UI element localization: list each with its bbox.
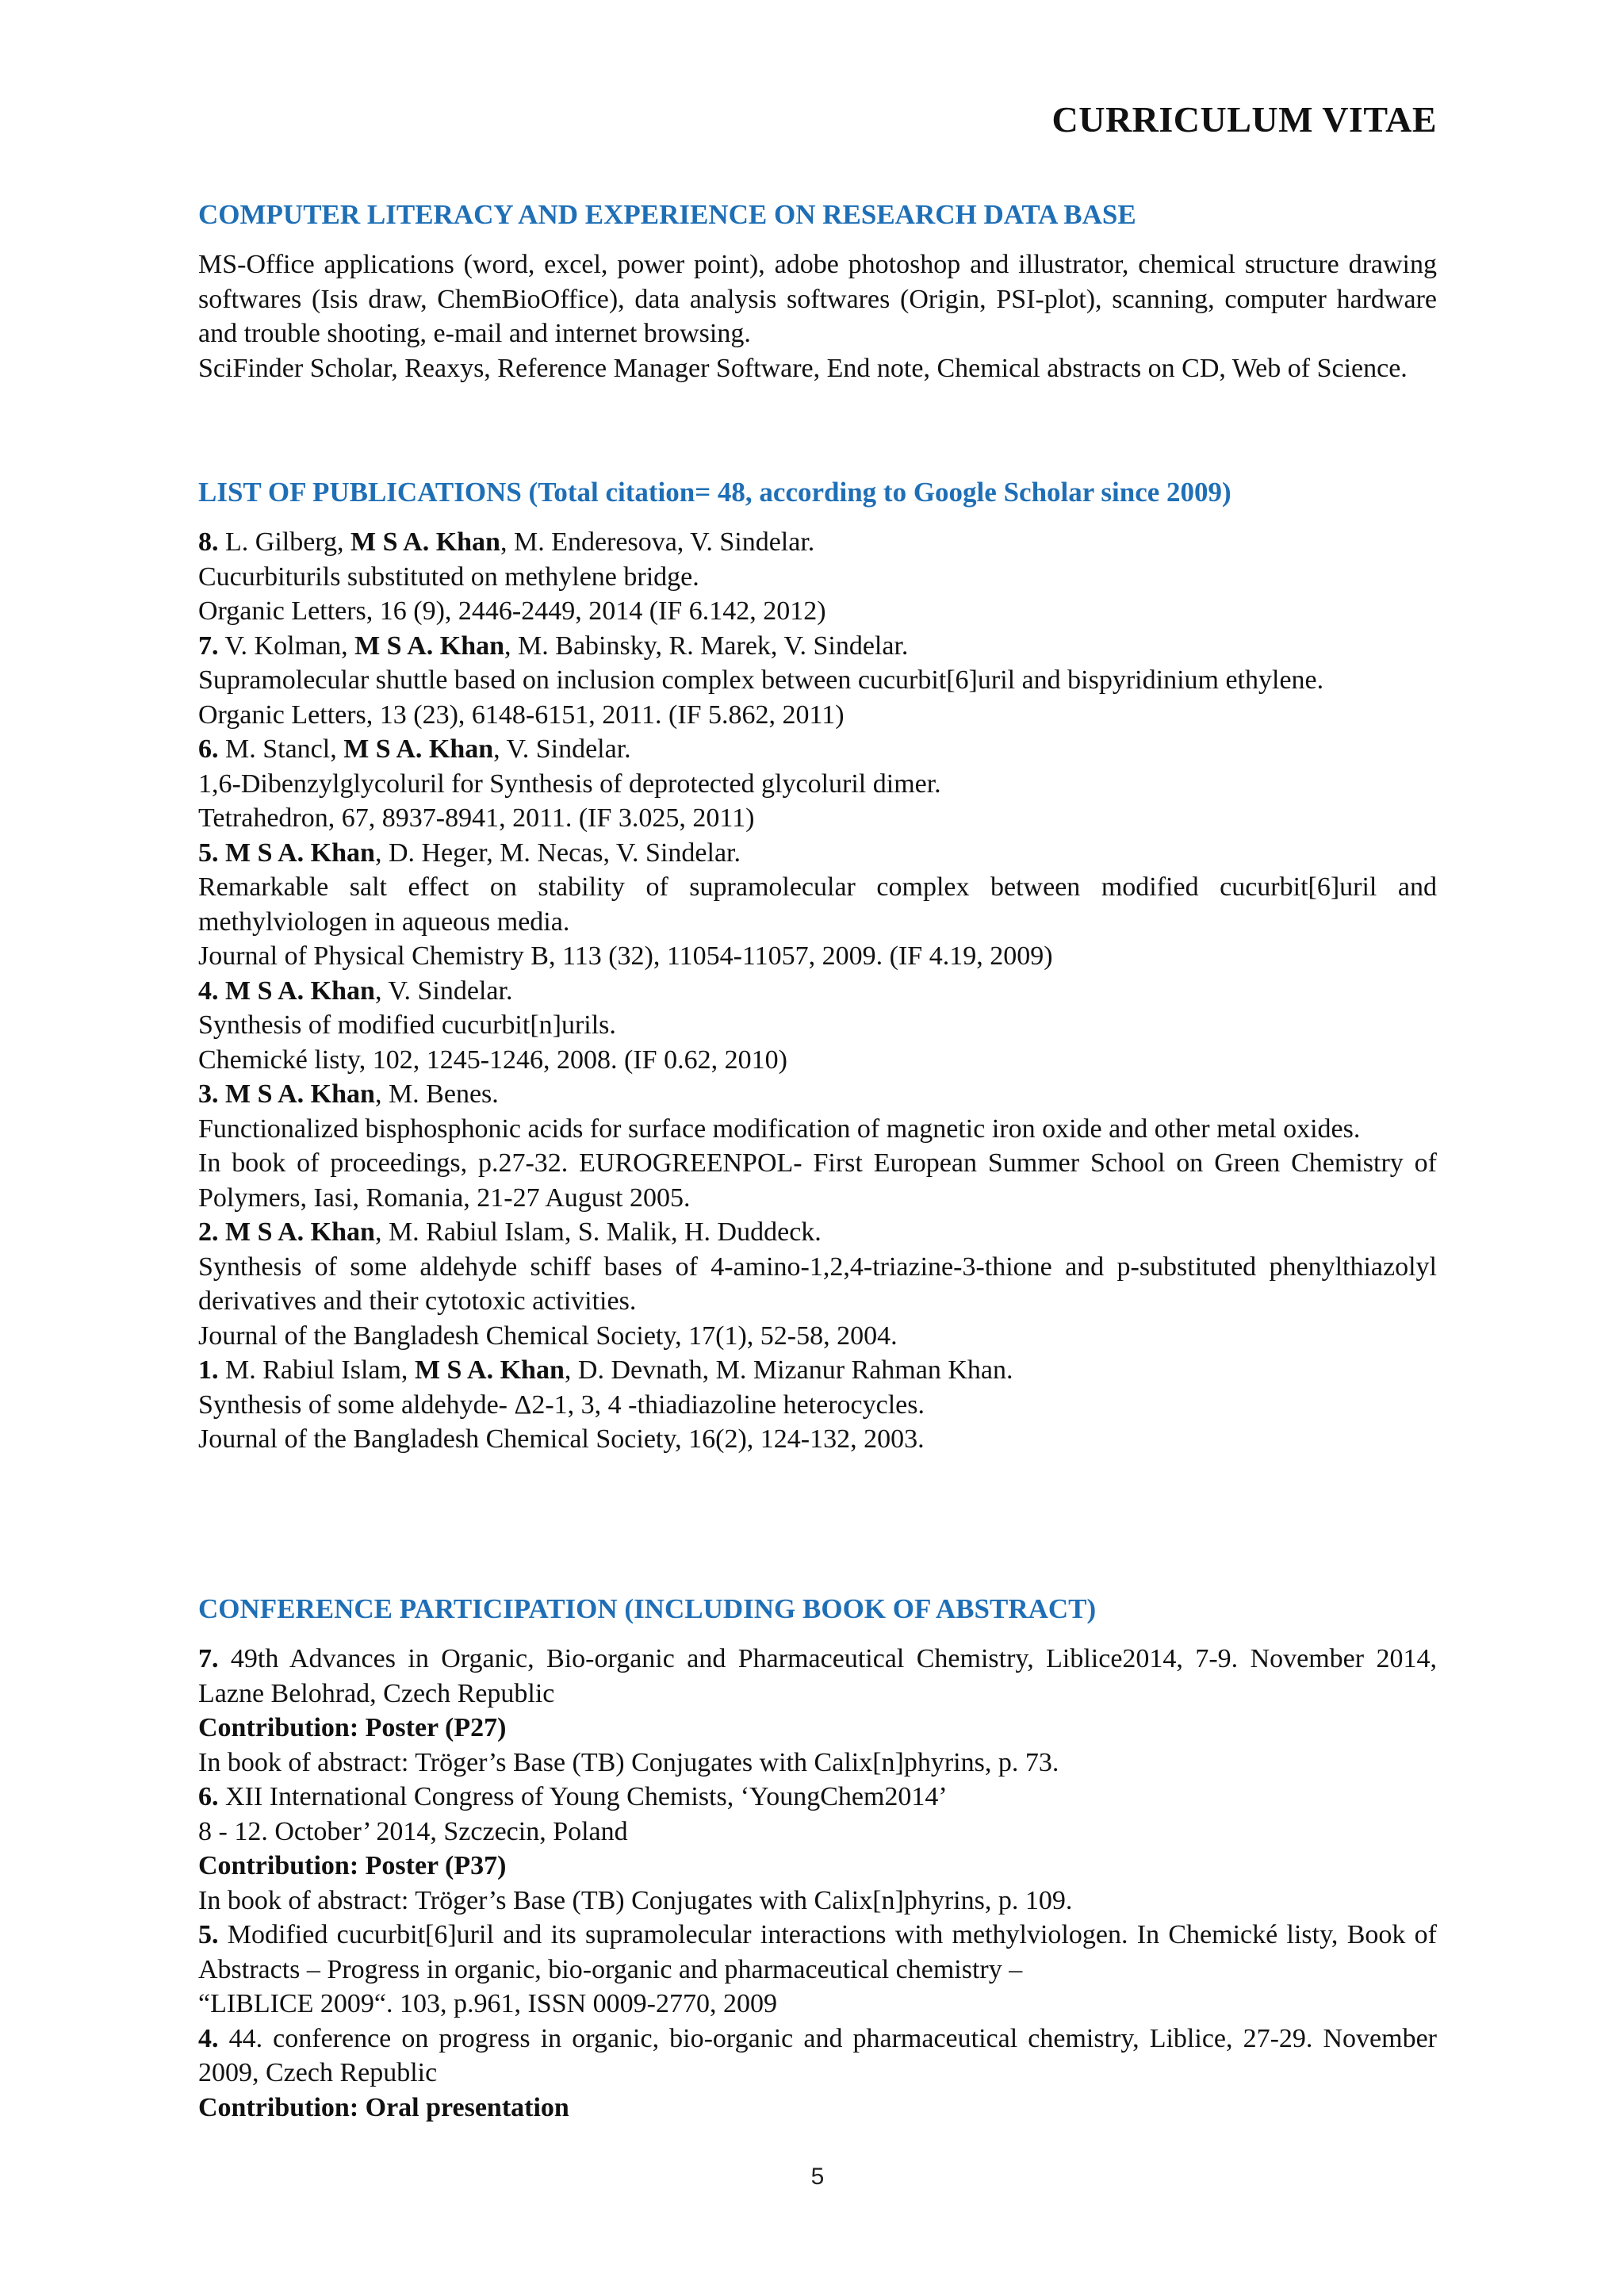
conference-contribution: Contribution: Poster (P27) — [198, 1713, 507, 1742]
publication-title: Synthesis of modified cucurbit[n]urils. — [198, 1010, 616, 1040]
conference-item — [198, 1780, 1437, 1918]
publication-authors — [198, 1215, 1437, 1250]
conference-item — [198, 1642, 1437, 1780]
publication-number: 6. — [198, 734, 219, 764]
conference-list — [198, 1642, 1437, 2125]
publication-journal: Organic Letters, 13 (23), 6148-6151, 2011. (IF 5.862, 2011) — [198, 700, 845, 730]
publication-coauthors: , V. Sindelar. — [493, 734, 631, 764]
publication-number: 1. — [198, 1355, 219, 1385]
publication-number: 5. — [198, 838, 219, 868]
publication-title: Synthesis of some aldehyde schiff bases of 4-amino-1,2,4-triazine-3-thione and p-substituted phenylthiazolyl derivatives and their cytotoxic activities. — [198, 1251, 1437, 1316]
publication-journal: Journal of the Bangladesh Chemical Society, 17(1), 52-58, 2004. — [198, 1320, 898, 1351]
publication-coauthors — [219, 976, 226, 1006]
publication-self-author: M S A. Khan — [414, 1355, 565, 1385]
publication-coauthors: V. Kolman, — [218, 631, 355, 661]
publications-heading: LIST OF PUBLICATIONS (Total citation= 48, according to Google Scholar since 2009) — [198, 477, 1231, 508]
publication-item — [198, 1215, 1437, 1353]
conference-text: 44. conference on progress in organic, bio-organic and pharmaceutical chemistry, Liblice, 27-29. November 2009, Czech Republic — [198, 2023, 1437, 2087]
publication-coauthors: M. Rabiul Islam, — [218, 1355, 415, 1385]
publication-title: 1,6-Dibenzylglycoluril for Synthesis of deprotected glycoluril dimer. — [198, 769, 941, 799]
conference-reference: “LIBLICE 2009“. 103, p.961, ISSN 0009-2770, 2009 — [198, 1989, 778, 2018]
publication-journal: Tetrahedron, 67, 8937-8941, 2011. (IF 3.025, 2011) — [198, 803, 755, 833]
conference-entry — [198, 1780, 1437, 1815]
publication-number: 3. — [198, 1079, 219, 1109]
conference-abstract: In book of abstract: Tröger’s Base (TB) Conjugates with Calix[n]phyrins, p. 109. — [198, 1885, 1073, 1915]
publication-coauthors: L. Gilberg, — [218, 527, 351, 557]
conference-date-place: 8 - 12. October’ 2014, Szczecin, Poland — [198, 1816, 628, 1846]
publication-list — [198, 525, 1437, 1457]
publication-item — [198, 1077, 1437, 1215]
publication-self-author: M S A. Khan — [225, 976, 375, 1006]
conference-contribution: Contribution: Oral presentation — [198, 2092, 569, 2122]
publication-journal: Journal of Physical Chemistry B, 113 (32), 11054-11057, 2009. (IF 4.19, 2009) — [198, 941, 1053, 971]
publications-section — [198, 476, 1437, 1457]
publication-number: 8. — [198, 527, 219, 557]
cv-page — [198, 0, 1437, 2296]
document-title: CURRICULUM VITAE — [1051, 99, 1437, 140]
conference-entry — [198, 2022, 1437, 2091]
publication-coauthors: , D. Devnath, M. Mizanur Rahman Khan. — [564, 1355, 1013, 1385]
publication-coauthors: , M. Enderesova, V. Sindelar. — [500, 527, 815, 557]
conference-number: 4. — [198, 2023, 219, 2053]
publication-journal: Journal of the Bangladesh Chemical Society, 16(2), 124-132, 2003. — [198, 1424, 925, 1454]
conference-contribution: Contribution: Poster (P37) — [198, 1851, 507, 1880]
publication-coauthors: , M. Rabiul Islam, S. Malik, H. Duddeck. — [374, 1217, 822, 1247]
publication-number: 4. — [198, 976, 219, 1006]
conference-abstract: In book of abstract: Tröger’s Base (TB) Conjugates with Calix[n]phyrins, p. 73. — [198, 1747, 1059, 1777]
publication-authors — [198, 1353, 1437, 1388]
page-number: 5 — [810, 2164, 825, 2190]
database-paragraph: SciFinder Scholar, Reaxys, Reference Manager Software, End note, Chemical abstracts on CD, Web of Science. — [198, 353, 1408, 383]
publication-self-author: M S A. Khan — [225, 1217, 375, 1247]
publication-self-author: M S A. Khan — [350, 527, 500, 557]
publication-coauthors — [219, 838, 226, 868]
publication-number: 2. — [198, 1217, 219, 1247]
publication-item — [198, 732, 1437, 836]
publication-coauthors — [219, 1079, 226, 1109]
publication-item — [198, 836, 1437, 974]
computer-literacy-paragraph: MS-Office applications (word, excel, power point), adobe photoshop and illustrator, chemical structure drawing softwares (Isis draw, ChemBioOffice), data analysis softwares (Origin, PSI-plot), scanning, computer hardware and trouble shooting, e-mail and internet browsing. — [198, 250, 1437, 348]
publication-coauthors: , M. Babinsky, R. Marek, V. Sindelar. — [504, 631, 909, 661]
publication-item — [198, 1353, 1437, 1457]
publication-authors — [198, 974, 1437, 1009]
publication-coauthors: M. Stancl, — [218, 734, 344, 764]
publication-self-author: M S A. Khan — [354, 631, 505, 661]
conference-text: 49th Advances in Organic, Bio-organic and Pharmaceutical Chemistry, Liblice2014, 7-9. November 2014, Lazne Belohrad, Czech Republic — [198, 1644, 1437, 1708]
publication-authors — [198, 525, 1437, 560]
publication-item — [198, 629, 1437, 733]
publication-authors — [198, 1077, 1437, 1112]
publication-journal: Chemické listy, 102, 1245-1246, 2008. (IF 0.62, 2010) — [198, 1045, 787, 1075]
publication-journal: In book of proceedings, p.27-32. EUROGREENPOL- First European Summer School on Green Chemistry of Polymers, Iasi, Romania, 21-27 August 2005. — [198, 1148, 1437, 1213]
conference-heading: CONFERENCE PARTICIPATION (INCLUDING BOOK OF ABSTRACT) — [198, 1593, 1097, 1624]
publication-title: Cucurbiturils substituted on methylene bridge. — [198, 562, 699, 592]
publication-title: Remarkable salt effect on stability of supramolecular complex between modified cucurbit[6]uril and methylviologen in aqueous media. — [198, 872, 1437, 937]
publication-item — [198, 525, 1437, 629]
publication-authors — [198, 629, 1437, 664]
publication-title: Functionalized bisphosphonic acids for surface modification of magnetic iron oxide and other metal oxides. — [198, 1114, 1361, 1144]
publication-authors — [198, 732, 1437, 767]
conference-entry — [198, 1642, 1437, 1711]
publication-coauthors: , D. Heger, M. Necas, V. Sindelar. — [374, 838, 741, 868]
conference-number: 7. — [198, 1644, 219, 1673]
computer-literacy-heading: COMPUTER LITERACY AND EXPERIENCE ON RESEARCH DATA BASE — [198, 199, 1136, 230]
publication-title: Supramolecular shuttle based on inclusion complex between cucurbit[6]uril and bispyridinium ethylene. — [198, 665, 1324, 695]
publication-coauthors: , V. Sindelar. — [374, 976, 513, 1006]
conference-number: 6. — [198, 1782, 219, 1811]
publication-journal: Organic Letters, 16 (9), 2446-2449, 2014 (IF 6.142, 2012) — [198, 596, 826, 626]
computer-literacy-section — [198, 198, 1437, 385]
conference-section — [198, 1593, 1437, 2125]
conference-number: 5. — [198, 1920, 219, 1949]
conference-text: Modified cucurbit[6]uril and its supramolecular interactions with methylviologen. In Chemické listy, Book of Abstracts – Progress in organic, bio-organic and pharmaceutical chemistry – — [198, 1920, 1437, 1984]
publication-self-author: M S A. Khan — [225, 1079, 375, 1109]
conference-entry — [198, 1918, 1437, 1987]
publication-coauthors: , M. Benes. — [374, 1079, 499, 1109]
publication-number: 7. — [198, 631, 219, 661]
publication-self-author: M S A. Khan — [225, 838, 375, 868]
publication-coauthors — [219, 1217, 226, 1247]
publication-authors — [198, 836, 1437, 871]
conference-text: XII International Congress of Young Chemists, ‘YoungChem2014’ — [218, 1782, 948, 1811]
conference-item — [198, 2022, 1437, 2125]
publication-title: Synthesis of some aldehyde- Δ2-1, 3, 4 -thiadiazoline heterocycles. — [198, 1389, 925, 1420]
conference-item — [198, 1918, 1437, 2022]
publication-self-author: M S A. Khan — [343, 734, 494, 764]
publication-item — [198, 974, 1437, 1078]
